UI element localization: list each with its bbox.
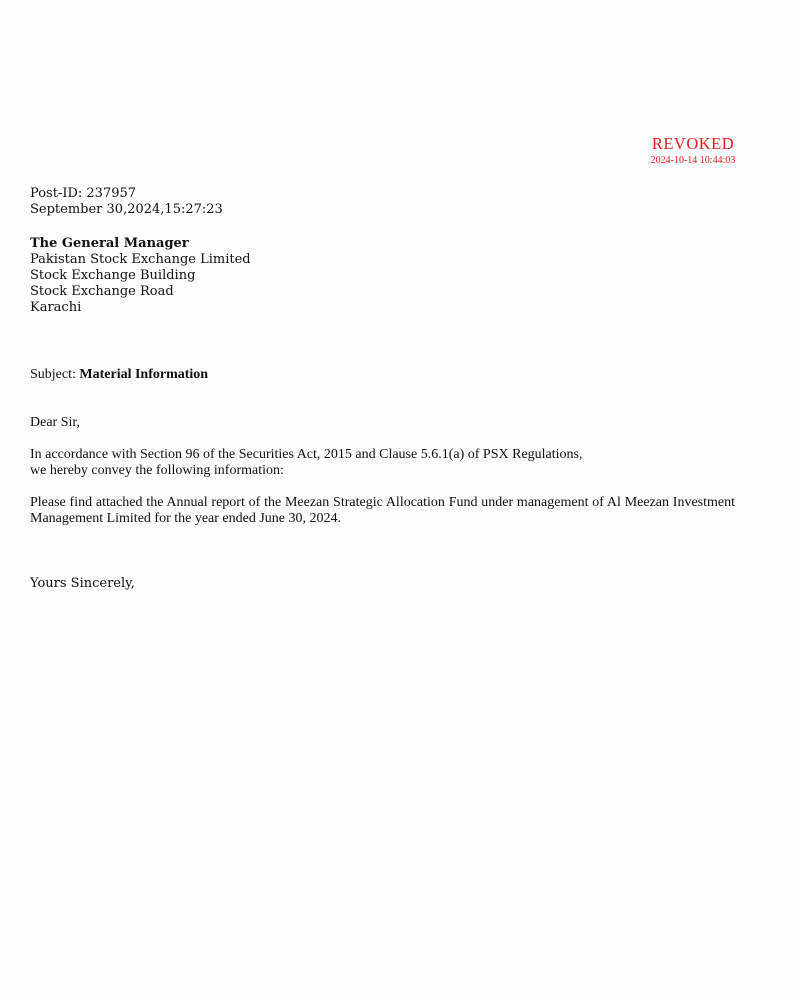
revoked-stamp-timestamp: 2024-10-14 10:44:03 bbox=[650, 155, 736, 166]
body-paragraph-1 bbox=[30, 447, 735, 479]
recipient-line: Karachi bbox=[30, 300, 82, 315]
recipient-line: Stock Exchange Building bbox=[30, 268, 196, 283]
letter-meta bbox=[30, 186, 223, 218]
salutation: Dear Sir, bbox=[30, 415, 80, 430]
letter-datetime: September 30,2024,15:27:23 bbox=[30, 202, 223, 217]
recipient-line: Pakistan Stock Exchange Limited bbox=[30, 252, 251, 267]
subject-line bbox=[30, 367, 208, 383]
paragraph-1-line-2: we hereby convey the following information: bbox=[30, 463, 284, 478]
paragraph-1-line-1: In accordance with Section 96 of the Securities Act, 2015 and Clause 5.6.1(a) of PSX Regulations, bbox=[30, 447, 583, 462]
subject-value: Material Information bbox=[79, 367, 209, 382]
recipient-address bbox=[30, 236, 251, 316]
revoked-stamp bbox=[646, 135, 740, 167]
post-id: Post-ID: 237957 bbox=[30, 186, 137, 201]
closing-line: Yours Sincerely, bbox=[30, 576, 135, 591]
revoked-stamp-label: REVOKED bbox=[651, 134, 735, 153]
body-paragraph-2: Please find attached the Annual report of the Meezan Strategic Allocation Fund under management of Al Meezan Investment Management Limited for the year ended June 30, 2024. bbox=[30, 495, 735, 526]
recipient-title: The General Manager bbox=[30, 236, 189, 251]
subject-label: Subject: bbox=[30, 367, 76, 382]
recipient-line: Stock Exchange Road bbox=[30, 284, 174, 299]
